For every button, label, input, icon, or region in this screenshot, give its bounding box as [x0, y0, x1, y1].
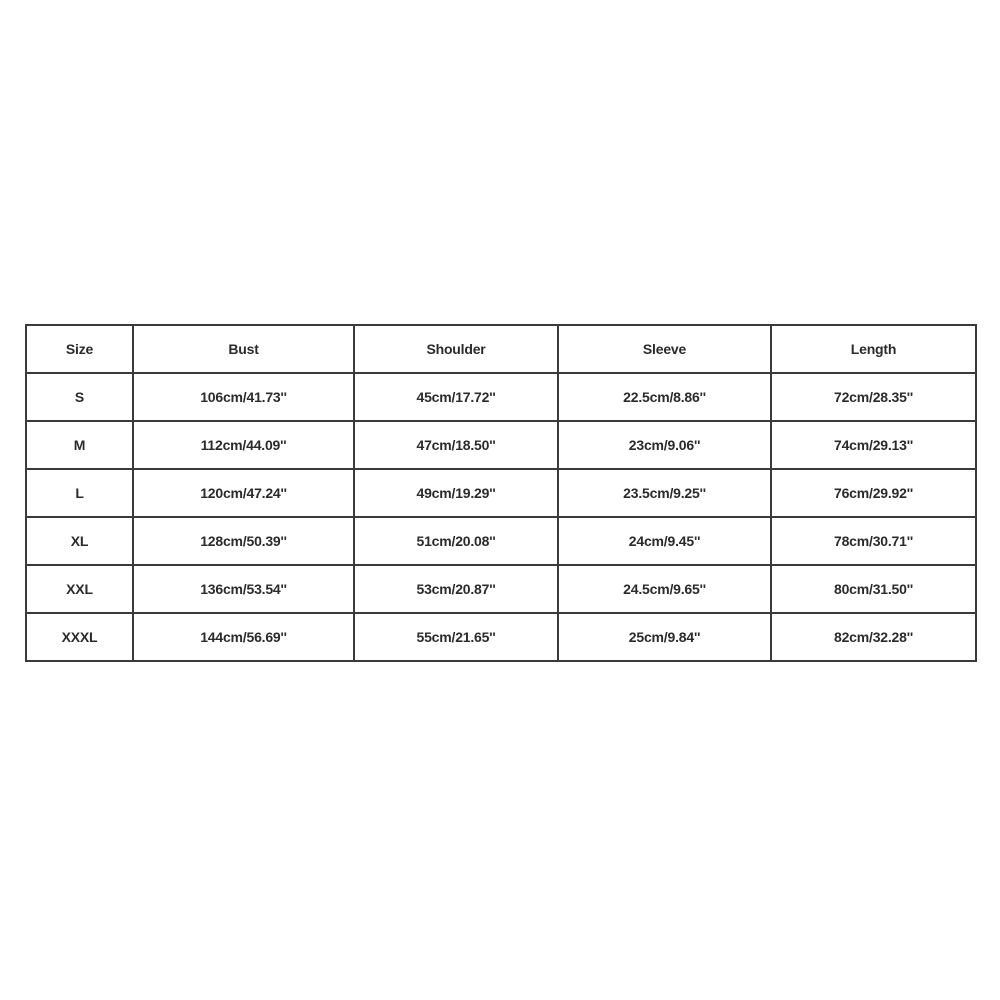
- cell-sleeve: 23cm/9.06'': [558, 421, 771, 469]
- cell-shoulder: 55cm/21.65'': [354, 613, 558, 661]
- cell-bust: 112cm/44.09'': [133, 421, 354, 469]
- table-row: [26, 613, 976, 661]
- cell-length: 80cm/31.50'': [771, 565, 976, 613]
- cell-shoulder: 53cm/20.87'': [354, 565, 558, 613]
- cell-shoulder: 51cm/20.08'': [354, 517, 558, 565]
- header-shoulder: Shoulder: [354, 325, 558, 373]
- header-size: Size: [26, 325, 133, 373]
- header-bust: Bust: [133, 325, 354, 373]
- table-row: [26, 469, 976, 517]
- cell-sleeve: 24cm/9.45'': [558, 517, 771, 565]
- cell-size: S: [26, 373, 133, 421]
- cell-bust: 106cm/41.73'': [133, 373, 354, 421]
- cell-bust: 120cm/47.24'': [133, 469, 354, 517]
- cell-size: M: [26, 421, 133, 469]
- table-row: [26, 373, 976, 421]
- cell-shoulder: 47cm/18.50'': [354, 421, 558, 469]
- cell-sleeve: 24.5cm/9.65'': [558, 565, 771, 613]
- cell-sleeve: 22.5cm/8.86'': [558, 373, 771, 421]
- cell-length: 78cm/30.71'': [771, 517, 976, 565]
- table-row: [26, 565, 976, 613]
- cell-length: 74cm/29.13'': [771, 421, 976, 469]
- cell-length: 72cm/28.35'': [771, 373, 976, 421]
- cell-sleeve: 23.5cm/9.25'': [558, 469, 771, 517]
- header-length: Length: [771, 325, 976, 373]
- cell-size: L: [26, 469, 133, 517]
- cell-size: XL: [26, 517, 133, 565]
- cell-bust: 136cm/53.54'': [133, 565, 354, 613]
- cell-length: 82cm/32.28'': [771, 613, 976, 661]
- cell-sleeve: 25cm/9.84'': [558, 613, 771, 661]
- cell-size: XXL: [26, 565, 133, 613]
- header-row: [26, 325, 976, 373]
- cell-shoulder: 49cm/19.29'': [354, 469, 558, 517]
- header-sleeve: Sleeve: [558, 325, 771, 373]
- cell-shoulder: 45cm/17.72'': [354, 373, 558, 421]
- table-row: [26, 421, 976, 469]
- table-row: [26, 517, 976, 565]
- cell-bust: 128cm/50.39'': [133, 517, 354, 565]
- size-chart-table: [25, 324, 977, 662]
- cell-length: 76cm/29.92'': [771, 469, 976, 517]
- cell-bust: 144cm/56.69'': [133, 613, 354, 661]
- cell-size: XXXL: [26, 613, 133, 661]
